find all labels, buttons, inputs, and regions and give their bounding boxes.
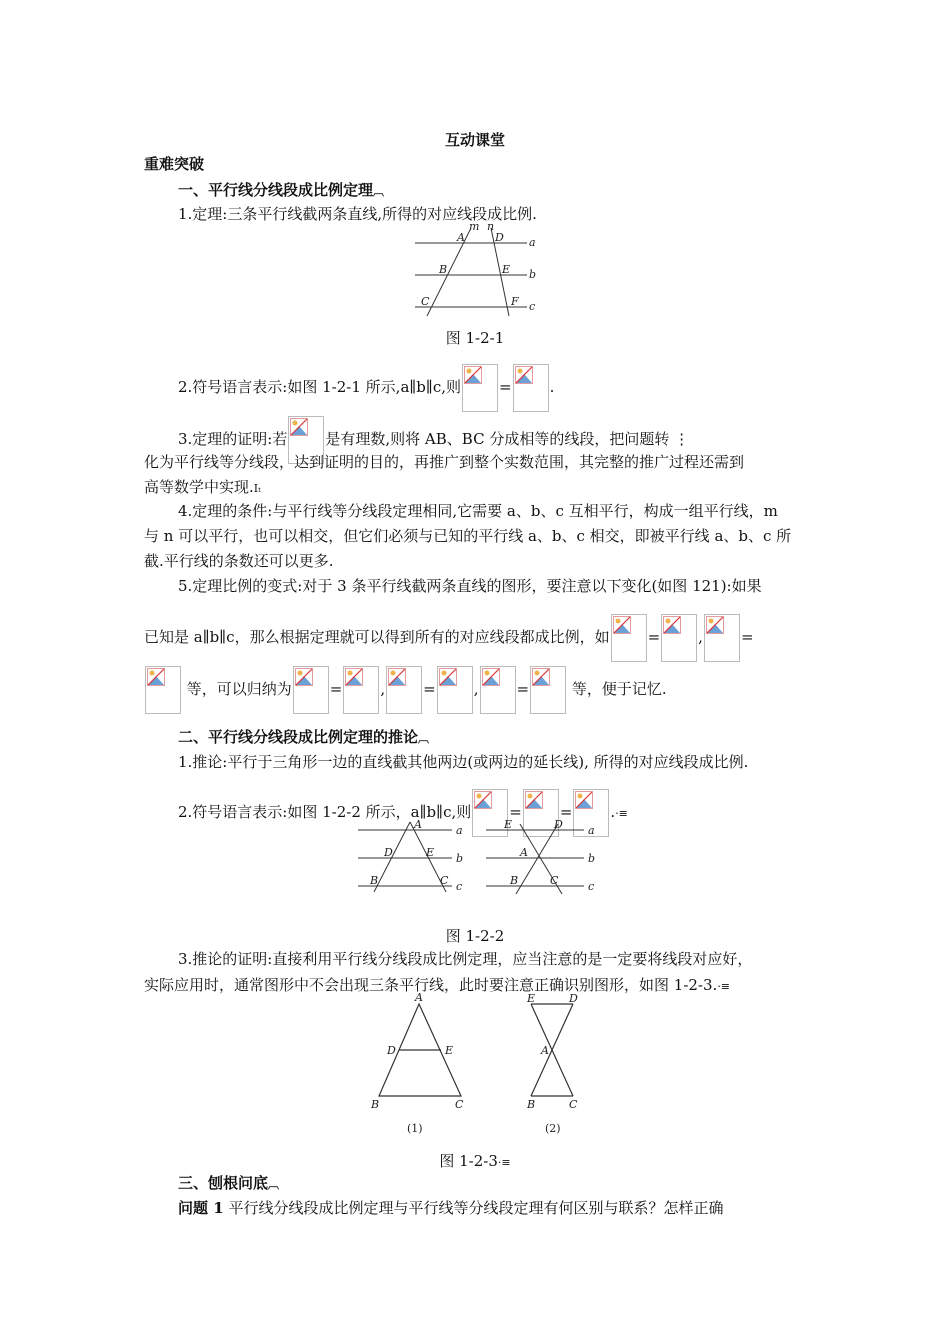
label-E: E — [445, 1044, 454, 1057]
section2-p2: 2.符号语言表示:如图 1-2-2 所示，a∥b∥c,则 = = .·≡ — [178, 789, 628, 837]
section1-p3: 3.定理的证明:若 是有理数,则将 AB、BC 分成相等的线段，把问题转 ⋮ — [178, 416, 689, 464]
label-A: A — [541, 1044, 549, 1057]
formula-image — [437, 666, 473, 714]
label-a: a — [456, 824, 463, 837]
label-C: C — [455, 1098, 464, 1111]
label-E: E — [504, 818, 513, 831]
formula-image — [513, 364, 549, 412]
page-title: 互动课堂 — [444, 131, 505, 149]
label-D: D — [569, 992, 578, 1005]
label-C: C — [440, 874, 449, 887]
formula-image — [611, 614, 647, 662]
label-c: c — [456, 880, 463, 893]
label-C: C — [569, 1098, 578, 1111]
label-D: D — [387, 1044, 396, 1057]
subfig-2-label: (2) — [545, 1122, 561, 1135]
label-D: D — [384, 846, 393, 859]
section1-p4-cont: 与 n 可以平行，也可以相交，但它们必须与已知的平行线 a、b、c 相交，即被平行线 a、b、c 所 — [144, 527, 792, 545]
formula-image — [386, 666, 422, 714]
label-A: A — [520, 846, 528, 859]
label-a: a — [529, 236, 536, 249]
label-B: B — [510, 874, 519, 887]
section1-p4: 4.定理的条件:与平行线等分线段定理相同,它需要 a、b、c 互相平行，构成一组平行线，m — [178, 502, 778, 520]
section1-p5-cont: 已知是 a∥b∥c，那么根据定理就可以得到所有的对应线段都成比例，如 = , = — [144, 614, 754, 662]
figure-1-2-1 — [405, 220, 545, 320]
label-a: a — [588, 824, 595, 837]
section2-heading: 二、平行线分线段成比例定理的推论︹ — [178, 728, 430, 746]
section1-p6: 等，可以归纳为 = , = , = 等，便于记忆. — [144, 666, 667, 714]
section1-p5: 5.定理比例的变式:对于 3 条平行线截两条直线的图形，要注意以下变化(如图 121):如果 — [178, 577, 762, 595]
label-c: c — [588, 880, 595, 893]
label-E: E — [426, 846, 435, 859]
label-B: B — [439, 263, 448, 276]
label-A: A — [415, 992, 423, 1004]
section2-p3-cont: 实际应用时，通常图形中不会出现三条平行线，此时要注意正确识别图形，如图 1-2-3.·≡ — [144, 976, 731, 994]
section1-p2: 2.符号语言表示:如图 1-2-1 所示,a∥b∥c,则 = . — [178, 364, 554, 412]
section1-heading: 一、平行线分线段成比例定理︹ — [178, 181, 385, 199]
section1-p3-cont: 化为平行线等分线段，达到证明的目的，再推广到整个实数范围，其完整的推广过程还需到 — [144, 453, 745, 471]
formula-image — [704, 614, 740, 662]
label-m: m — [469, 220, 480, 233]
label-n: n — [487, 220, 495, 233]
section1-p1: 1.定理:三条平行线截两条直线,所得的对应线段成比例. — [178, 205, 537, 223]
label-c: c — [529, 300, 536, 313]
label-D: D — [554, 818, 563, 831]
figure-1-2-2-caption: 图 1-2-2 — [445, 927, 505, 945]
formula-image — [661, 614, 697, 662]
formula-image — [293, 666, 329, 714]
formula-image — [145, 666, 181, 714]
label-A: A — [457, 231, 465, 244]
section2-p1: 1.推论:平行于三角形一边的直线截其他两边(或两边的延长线), 所得的对应线段成比例. — [178, 753, 749, 771]
label-B: B — [370, 874, 379, 887]
label-B: B — [527, 1098, 536, 1111]
label-b: b — [456, 852, 464, 865]
figure-1-2-3 — [365, 992, 595, 1142]
label-C: C — [421, 295, 430, 308]
label-D: D — [495, 231, 504, 244]
subfig-1-label: (1) — [407, 1122, 423, 1135]
section3-heading: 三、刨根问底︹ — [178, 1174, 280, 1192]
label-C: C — [550, 874, 559, 887]
formula-image — [530, 666, 566, 714]
label-B: B — [371, 1098, 380, 1111]
question-1: 问题 1 平行线分线段成比例定理与平行线等分线段定理有何区别与联系？怎样正确 — [178, 1199, 724, 1217]
figure-1-2-3-caption: 图 1-2-3·≡ — [439, 1152, 511, 1170]
label-F: F — [511, 295, 519, 308]
label-E: E — [527, 992, 536, 1005]
section1-p3-end: 高等数学中实现.Iₜ — [144, 478, 261, 496]
label-A: A — [414, 818, 422, 831]
formula-image — [462, 364, 498, 412]
section2-p3: 3.推论的证明:直接利用平行线分线段成比例定理，应当注意的是一定要将线段对应好， — [178, 950, 753, 968]
label-b: b — [588, 852, 596, 865]
main-heading: 重难突破 — [144, 155, 205, 173]
formula-image — [343, 666, 379, 714]
section1-p4-end: 截.平行线的条数还可以更多. — [144, 552, 334, 570]
label-E: E — [502, 263, 511, 276]
label-b: b — [529, 268, 537, 281]
figure-1-2-2 — [352, 818, 602, 898]
figure-1-2-1-caption: 图 1-2-1 — [445, 329, 505, 347]
formula-image — [480, 666, 516, 714]
